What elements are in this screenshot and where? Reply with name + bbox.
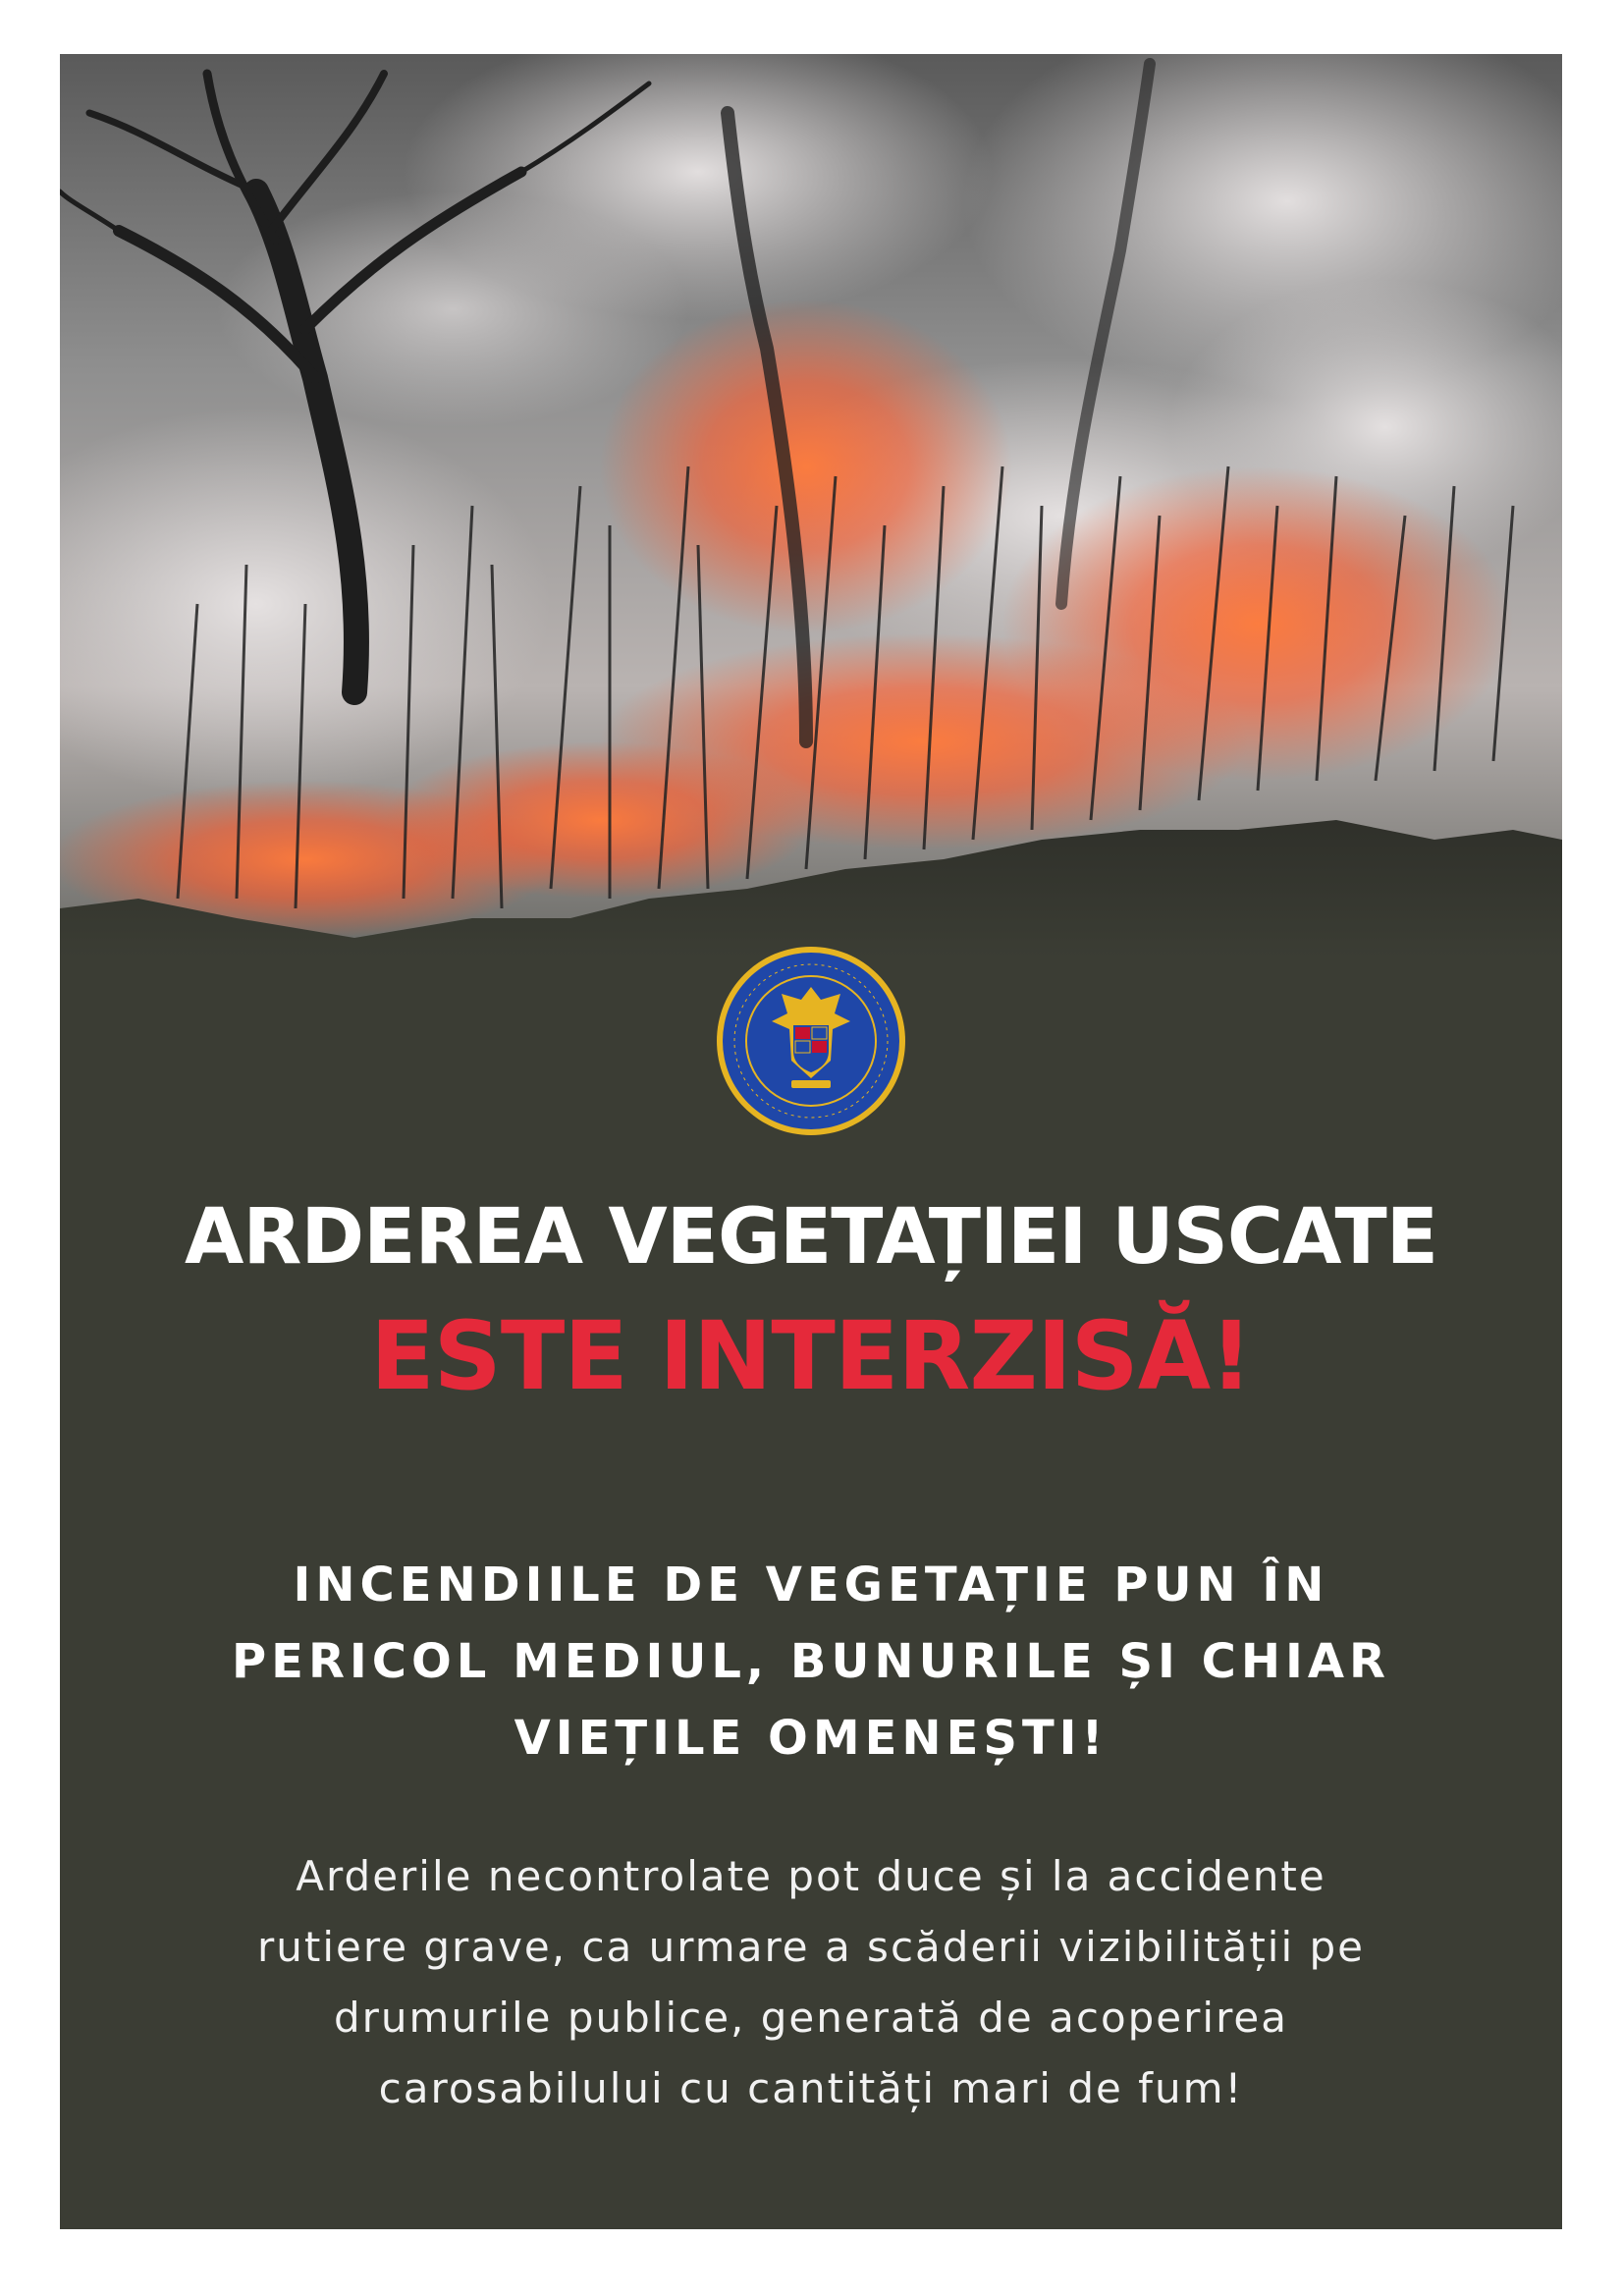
wildfire-photo xyxy=(60,54,1562,957)
headline-line-1: ARDEREA VEGETAȚIEI USCATE xyxy=(185,1193,1437,1282)
body-line: rutiere grave, ca urmare a scăderii vizibilității pe xyxy=(257,1923,1365,1971)
subhead-line: INCENDIILE DE VEGETAȚIE PUN ÎN xyxy=(293,1558,1329,1613)
body-line: carosabilului cu cantități mari de fum! xyxy=(378,2064,1244,2112)
subhead-line: PERICOL MEDIUL, BUNURILE ȘI CHIAR xyxy=(231,1634,1390,1689)
body-paragraph xyxy=(138,1841,1484,2124)
subhead-line: VIEȚILE OMENEȘTI! xyxy=(514,1711,1109,1766)
coat-of-arms-emblem-icon xyxy=(713,943,909,1139)
subhead xyxy=(158,1547,1464,1777)
body-line: drumurile publice, generată de acoperirea xyxy=(333,1994,1289,2042)
headline-line-2: ESTE INTERZISĂ! xyxy=(370,1301,1252,1411)
poster xyxy=(60,54,1562,2229)
body-line: Arderile necontrolate pot duce și la accidente xyxy=(296,1852,1326,1900)
